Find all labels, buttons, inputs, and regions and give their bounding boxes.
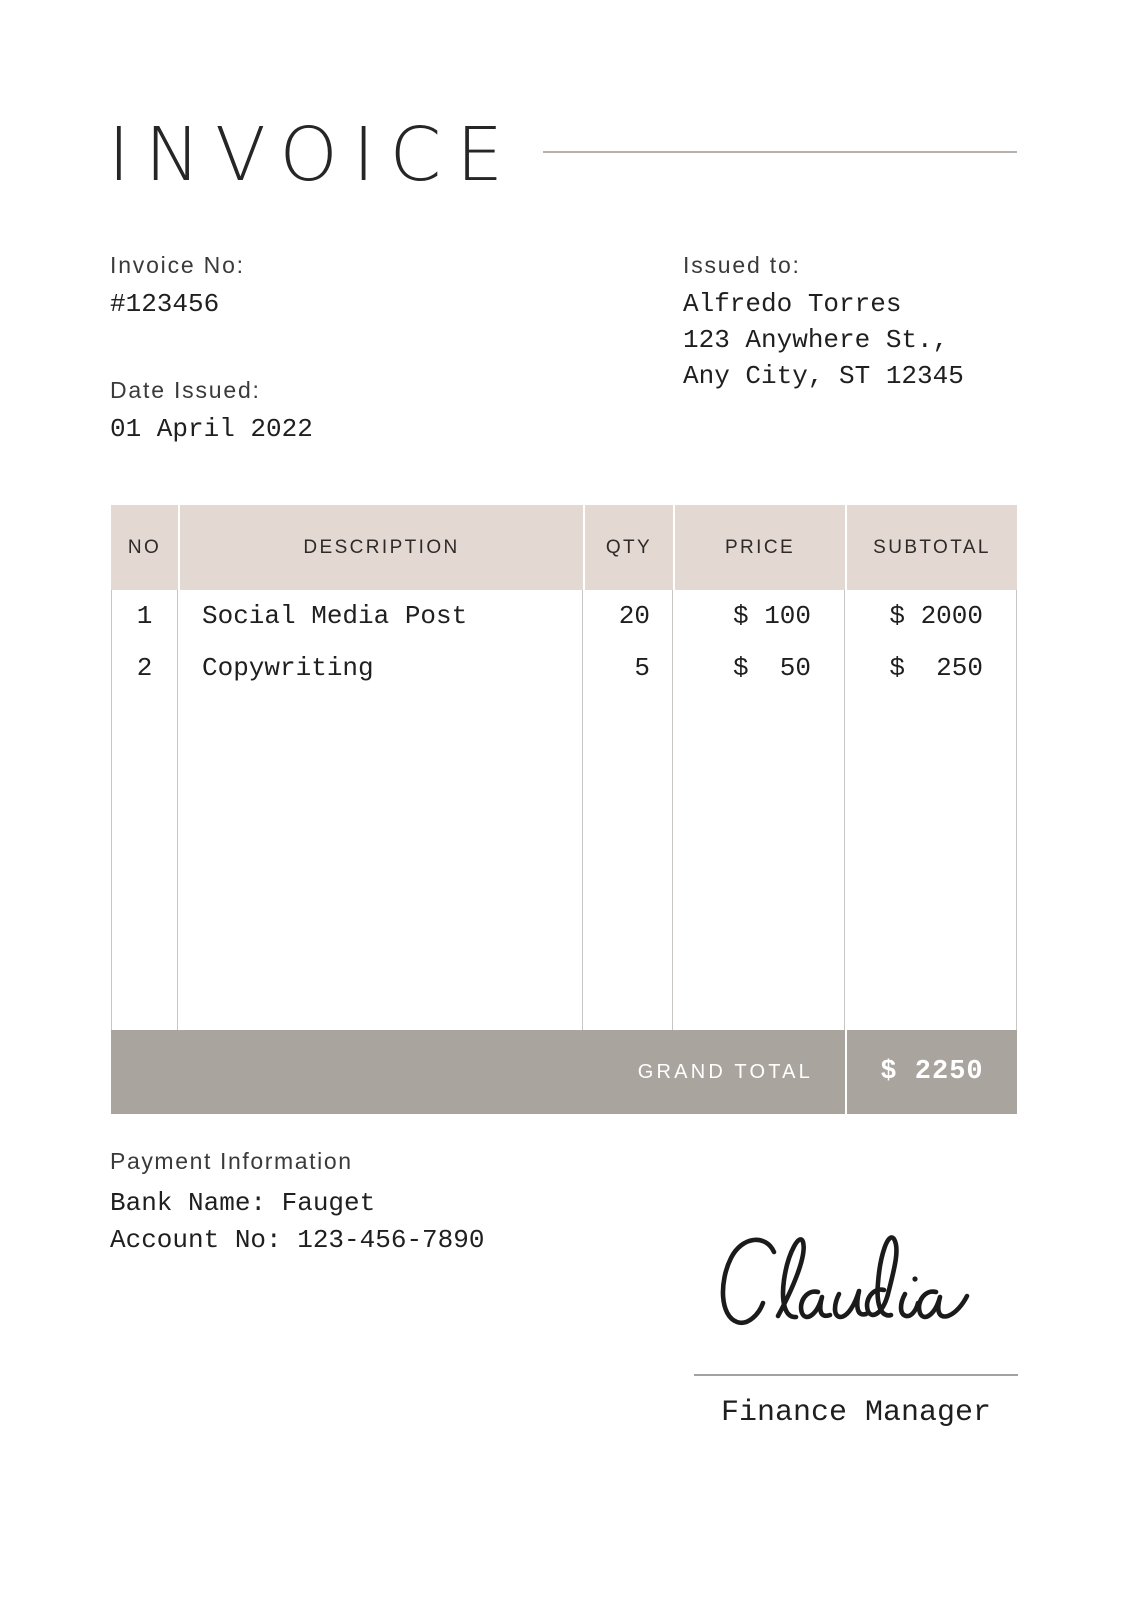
recipient-block — [683, 286, 964, 394]
signature-claudia — [712, 1226, 970, 1344]
date-issued-label: Date Issued: — [110, 377, 261, 403]
grand-total-value: $ 2250 — [845, 1030, 1017, 1114]
header-cell-price: PRICE — [673, 505, 845, 590]
row-cell-price: $ 50 — [732, 653, 811, 683]
row-cell-description: Social Media Post — [202, 601, 468, 631]
payment-bank-line: Bank Name: Fauget — [110, 1188, 376, 1218]
row-cell-price: $ 100 — [732, 601, 811, 631]
row-cell-no: 2 — [136, 653, 153, 683]
table-row — [111, 590, 1017, 642]
table-header-row — [111, 505, 1017, 590]
issued-to-label: Issued to: — [683, 252, 801, 278]
header-cell-subtotal: SUBTOTAL — [845, 505, 1017, 590]
payment-account-line: Account No: 123-456-7890 — [110, 1225, 485, 1255]
items-table — [111, 505, 1017, 1114]
header-cell-no: NO — [127, 536, 162, 558]
row-cell-qty: 5 — [634, 653, 650, 683]
payment-info-heading: Payment Information — [110, 1148, 353, 1174]
signature-rule — [694, 1374, 1018, 1376]
invoice-no-value: #123456 — [110, 289, 220, 319]
table-body — [111, 590, 1017, 1030]
table-row — [111, 642, 1017, 694]
title-rule — [543, 151, 1017, 153]
row-cell-subtotal: $ 250 — [889, 653, 983, 683]
date-issued-value: 01 April 2022 — [110, 414, 313, 444]
row-cell-no: 1 — [136, 601, 153, 631]
invoice-no-label: Invoice No: — [110, 252, 245, 278]
signature-role: Finance Manager — [720, 1396, 992, 1430]
grand-total-bar — [111, 1030, 1017, 1114]
recipient-name: Alfredo Torres — [683, 289, 902, 319]
recipient-address-line2: Any City, ST 12345 — [683, 361, 964, 391]
row-cell-description: Copywriting — [202, 653, 374, 683]
row-cell-qty: 20 — [618, 601, 650, 631]
header-cell-qty: QTY — [583, 505, 673, 590]
page-title: INVOICE — [108, 112, 518, 198]
header-cell-description: DESCRIPTION — [178, 505, 583, 590]
row-cell-subtotal: $ 2000 — [889, 601, 983, 631]
recipient-address-line1: 123 Anywhere St., — [683, 325, 949, 355]
grand-total-label: GRAND TOTAL — [637, 1060, 813, 1083]
